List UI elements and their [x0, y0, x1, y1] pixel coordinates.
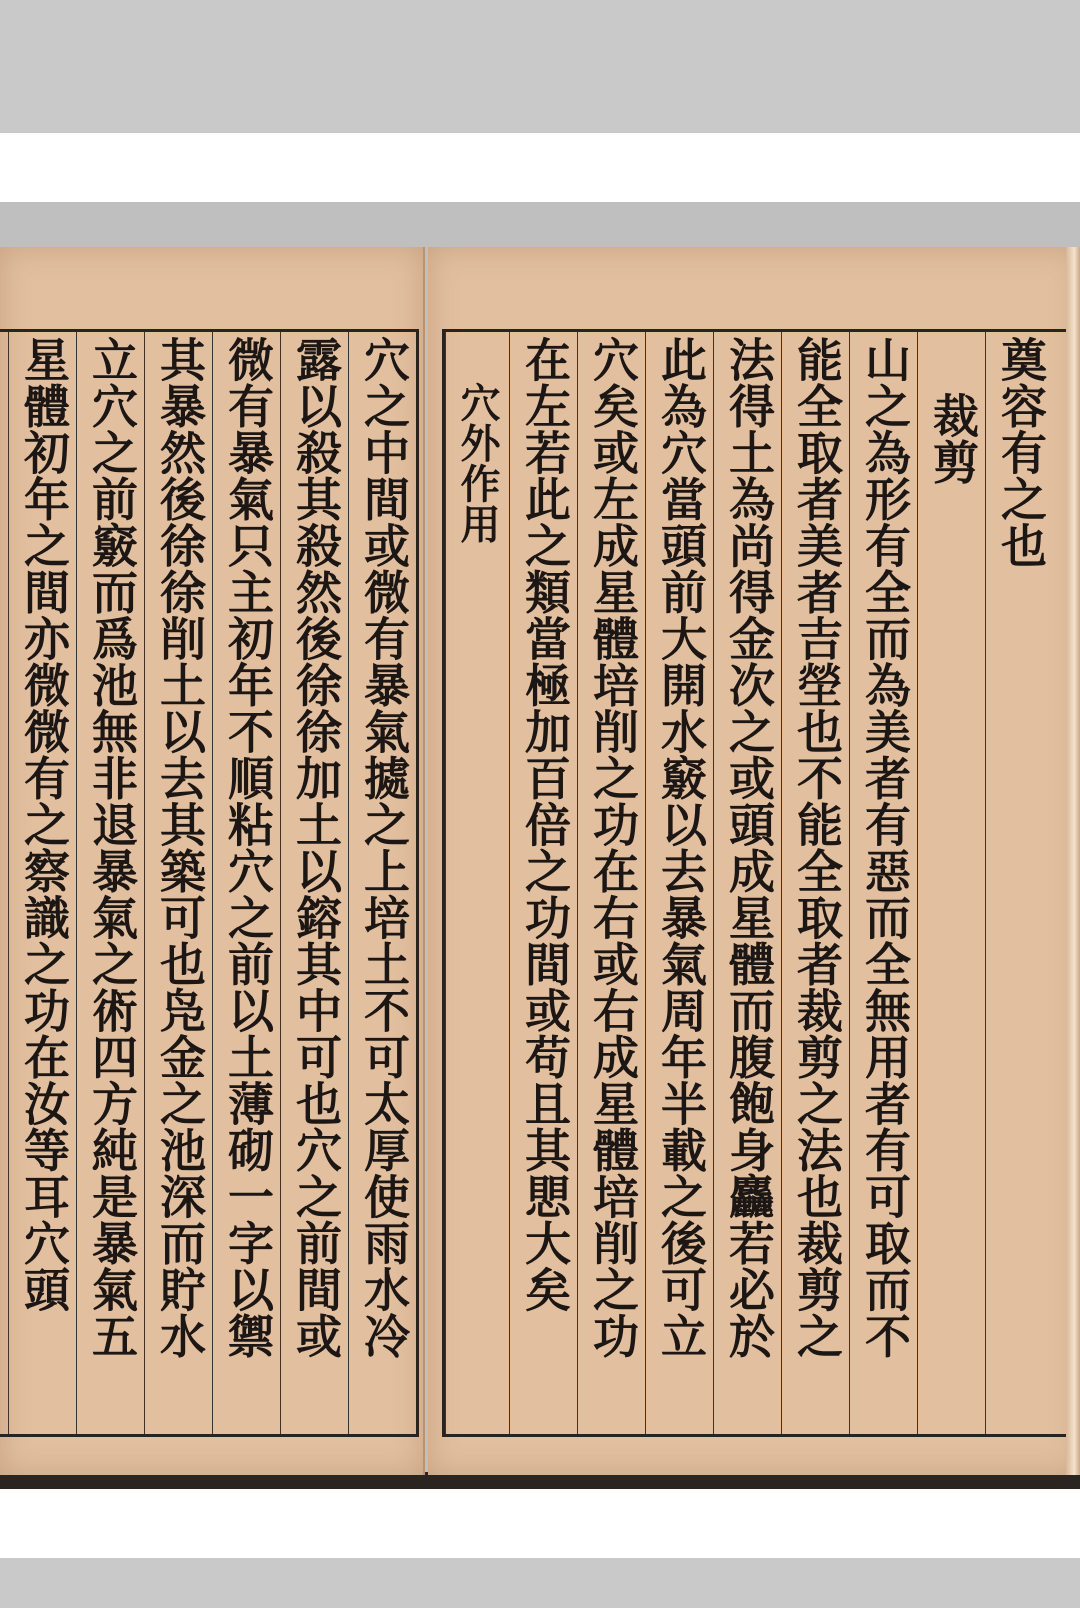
right-column-9 [445, 332, 509, 1434]
right-column-5-text: 法得土為尚得金次之或頭成星體而腹飽身麤若必於 [722, 336, 776, 1359]
left-column-1 [348, 332, 416, 1434]
left-column-4 [144, 332, 212, 1434]
right-column-6-text: 此為穴當頭前大開水竅以去暴氣周年半載之後可立 [654, 336, 708, 1359]
right-column-3-text: 山之為形有全而為美者有惡而全無用者有可取而不 [858, 336, 912, 1359]
left-column-6-text: 星體初年之間亦微微有之察識之功在汝等耳穴頭 [17, 336, 71, 1313]
right-column-9-text: 穴外作用 [454, 382, 501, 544]
right-column-3 [849, 332, 917, 1434]
right-column-7 [577, 332, 645, 1434]
book-scan [0, 202, 1080, 1489]
left-column-1-text: 穴之中間或微有暴氣㨿之上培土不可太厚使雨水冷 [357, 336, 411, 1359]
left-page-frame [0, 329, 419, 1437]
right-column-6 [645, 332, 713, 1434]
left-column-3-text: 微有暴氣只主初年不順粘穴之前以土薄砌一字以禦 [221, 336, 275, 1359]
left-column-2 [280, 332, 348, 1434]
left-column-5-text: 立穴之前竅而爲池無非退暴氣之術四方純是暴氣五 [85, 336, 139, 1359]
right-column-2 [917, 332, 985, 1434]
right-page [428, 247, 1080, 1475]
right-column-4 [781, 332, 849, 1434]
right-column-7-text: 穴矣或左成星體培削之功在右或右成星體培削之功 [586, 336, 640, 1359]
right-column-1 [985, 332, 1053, 1434]
right-column-2-text: 裁剪 [926, 392, 980, 485]
page-edge [1066, 247, 1080, 1475]
left-column-6 [8, 332, 76, 1434]
left-column-2-text: 露以殺其殺然後徐徐加土以鎔其中可也穴之前間或 [289, 336, 343, 1359]
left-column-3 [212, 332, 280, 1434]
left-column-5 [76, 332, 144, 1434]
right-page-frame [442, 329, 1069, 1437]
left-page [0, 247, 425, 1475]
right-column-8-text: 在左若此之類當極加百倍之功間或苟且其愳大矣 [518, 336, 572, 1313]
right-column-4-text: 能全取者美者吉塋也不能全取者裁剪之法也裁剪之 [790, 336, 844, 1359]
right-column-5 [713, 332, 781, 1434]
left-column-4-text: 其暴然後徐徐削土以去其築可也凫金之池深而貯水 [153, 336, 207, 1359]
right-column-8 [509, 332, 577, 1434]
right-column-1-text: 奠容有之也 [994, 336, 1048, 569]
